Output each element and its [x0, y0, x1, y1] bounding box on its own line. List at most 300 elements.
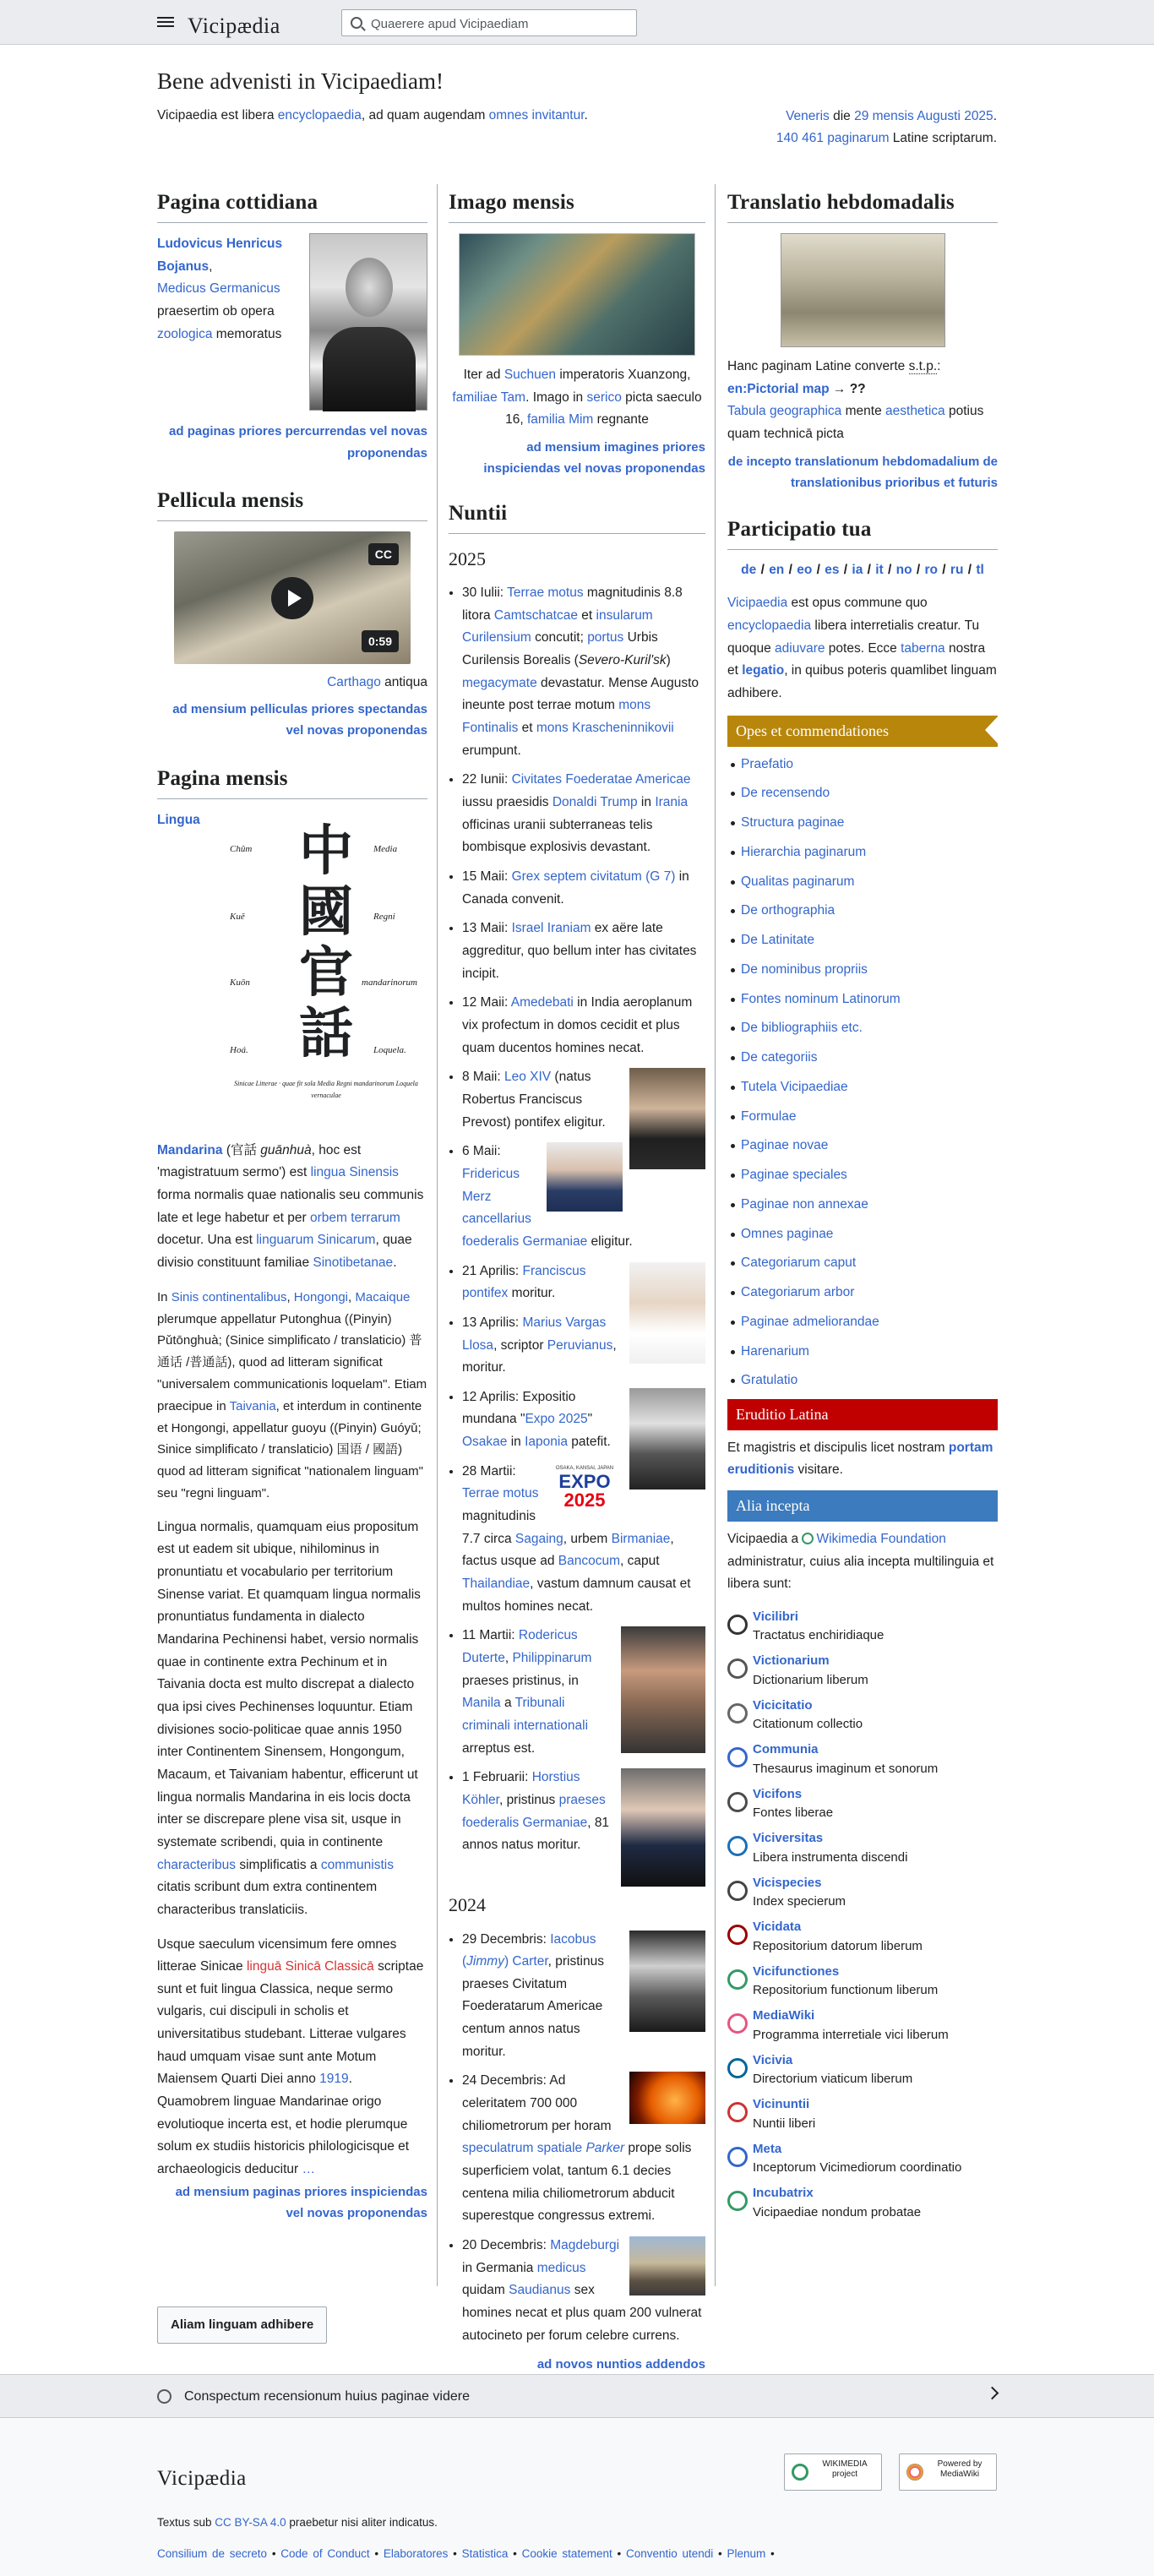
- news-link[interactable]: Iaponia: [525, 1435, 568, 1450]
- incubatrix-icon: [727, 2191, 748, 2211]
- resource-item: [727, 929, 998, 952]
- news-item: • 24 Decembris: Ad celeritatem 700 000 chiliometrorum per horam speculatrum spatiale Parker prope solis superficiem volat, tantum 6.1 decies centena milia chiliometrorum abducit superestque congressus extremi.: [462, 2070, 705, 2228]
- news-list-2024: [449, 1929, 705, 2348]
- part-text: Vicipaedia est opus commune quo encyclopaedia libera interretialis creatur. Tu quoque adiuvare potes. Ecce taberna nostra et legatio, in quibus poteris quamlibet linguam adhibere.: [727, 596, 997, 701]
- footer-separator: •: [612, 2547, 626, 2560]
- resource-link[interactable]: Categoriarum caput: [741, 1255, 857, 1271]
- sister-project-link[interactable]: Victionarium: [753, 1653, 830, 1669]
- zoologica-link[interactable]: zoologica: [157, 326, 213, 341]
- footer-logo[interactable]: Vicipædia: [157, 2467, 247, 2490]
- lingua-sinensis-link[interactable]: lingua Sinensis: [310, 1165, 399, 1180]
- video-player[interactable]: [174, 531, 411, 664]
- resource-link[interactable]: De categoriis: [741, 1050, 818, 1065]
- top-bar: [0, 0, 1154, 45]
- sister-project: [727, 1608, 998, 1646]
- koehler-photo[interactable]: [621, 1768, 705, 1887]
- orbem-terrarum-link[interactable]: orbem terrarum: [309, 1210, 400, 1225]
- encyclopaedia-link[interactable]: encyclopaedia: [727, 618, 812, 634]
- resource-item: [727, 754, 998, 776]
- sister-project: [727, 1963, 998, 2001]
- footer-link[interactable]: Statistica: [461, 2547, 509, 2560]
- news-link[interactable]: megacymate: [462, 675, 537, 690]
- news-link[interactable]: Terrae motus: [462, 1486, 539, 1501]
- vicicitatio-icon: [727, 1703, 748, 1724]
- calligraphy-char: 話: [299, 1003, 353, 1064]
- news-link[interactable]: Peruvianus: [547, 1337, 613, 1353]
- familiae-tam-link[interactable]: familiae Tam: [452, 389, 526, 405]
- linguarum-sinicarum-link[interactable]: linguarum Sinicarum: [256, 1233, 376, 1248]
- news-link[interactable]: insularum Curilensium: [462, 607, 653, 645]
- play-icon[interactable]: [271, 577, 313, 619]
- resource-link[interactable]: Praefatio: [741, 756, 794, 771]
- sister-project-link[interactable]: Vicilibri: [753, 1609, 798, 1624]
- sister-project-desc: Vicipaediae nondum probatae: [753, 2204, 922, 2219]
- other-language-button[interactable]: Aliam linguam adhibere: [157, 2306, 327, 2344]
- news-link[interactable]: Iacobus (: [462, 1931, 596, 1969]
- resource-item: [727, 1135, 998, 1157]
- footer-link[interactable]: Code of Conduct: [280, 2547, 370, 2560]
- vargas-llosa-photo[interactable]: [629, 1388, 705, 1490]
- article-count-link[interactable]: 140 461 paginarum: [776, 131, 890, 146]
- sister-project-link[interactable]: Vicifunctiones: [753, 1963, 840, 1979]
- resource-item: [727, 782, 998, 805]
- news-item: • 20 Decembris: Magdeburgi in Germania medicus quidam Saudianus sex homines necat et plus quam 200 vulnerat autocineto per forum celebre currens.: [462, 2235, 705, 2347]
- serico-link[interactable]: serico: [586, 389, 622, 405]
- news-item: • 21 Aprilis: Franciscus pontifex moritur.: [462, 1261, 705, 1305]
- language-links: de / en / eo / es / ia / it / no / ro / ru / tl: [741, 562, 984, 577]
- year-heading-2025: 2025: [449, 547, 486, 569]
- footer-separator: •: [765, 2547, 775, 2560]
- mediawiki-icon: [727, 2013, 748, 2034]
- expo-2025-logo[interactable]: [547, 1462, 623, 1511]
- imonth-more-link[interactable]: ad mensium imagines priores inspiciendas vel novas proponendas: [483, 439, 705, 477]
- news-link[interactable]: Magdeburgi: [550, 2238, 620, 2253]
- news-link[interactable]: Bancocum: [558, 1554, 620, 1569]
- video-duration: 0:59: [362, 630, 399, 652]
- film-more-link[interactable]: ad mensium pelliculas priores spectandas vel novas proponendas: [172, 701, 427, 738]
- news-link[interactable]: Camtschatcae: [493, 607, 578, 623]
- expo-logo-text: • OSAKA, KANSAI, JAPAN: [555, 1465, 614, 1471]
- search-input[interactable]: [341, 9, 637, 36]
- part-heading: Participatio tua: [727, 513, 998, 550]
- middle-column: [449, 186, 705, 2376]
- pmonth-more-link[interactable]: ad mensium paginas priores inspiciendas vel novas proponendas: [175, 2184, 427, 2221]
- vicidata-icon: [727, 1925, 748, 1945]
- vicifunctiones-icon: [727, 1969, 748, 1990]
- pmonth-para-4: Usque saeculum vicensimum fere omnes litterae Sinicae linguā Sinicā Classicā scriptae sunt et fuit lingua Classica, neque sermo vulgaris, cui discipuli in scholis et universitatibus studebant. Litterae vulgares haud umquam visae sunt ante Motum Maiensem Quarti Diei anno 1919. Quamobrem linguae Mandarinae origo evolutioque incerta est, et hodie plerumque solum ex studiis historicis philologicisque et archaeologicis deducitur …: [157, 1936, 424, 2177]
- site-logo[interactable]: Vicipædia: [188, 14, 280, 38]
- news-link[interactable]: medicus: [536, 2260, 586, 2275]
- resource-link[interactable]: De orthographia: [741, 903, 836, 918]
- news-link[interactable]: Leo XIV: [504, 1070, 552, 1085]
- right-column: [727, 186, 998, 2229]
- sister-project-link[interactable]: Vicinuntii: [753, 2097, 810, 2112]
- news-link[interactable]: Donaldi Trump: [552, 795, 638, 810]
- resource-link[interactable]: Paginae admeliorandae: [741, 1314, 879, 1329]
- footer-separator: •: [508, 2547, 522, 2560]
- sister-project-desc: Repositorium datorum liberum: [753, 1938, 923, 1953]
- news-link[interactable]: Horstius Köhler: [462, 1770, 580, 1807]
- footer-separator: •: [267, 2547, 281, 2560]
- daily-heading: Pagina cottidiana: [157, 186, 427, 223]
- news-link[interactable]: Marius Vargas Llosa: [462, 1315, 607, 1353]
- macaique-link[interactable]: Macaique: [355, 1289, 411, 1304]
- sister-project-link[interactable]: Vicispecies: [753, 1875, 822, 1890]
- resource-link[interactable]: Paginae novae: [741, 1138, 829, 1153]
- daily-article-link[interactable]: Ludovicus Henricus Bojanus: [157, 237, 283, 274]
- sister-project-link[interactable]: MediaWiki: [753, 2008, 815, 2023]
- encyclopaedia-link[interactable]: encyclopaedia: [277, 108, 362, 123]
- en-pictorial-map-link[interactable]: en:Pictorial map: [727, 381, 830, 396]
- resource-link[interactable]: Formulae: [741, 1108, 797, 1124]
- lang-link[interactable]: ro: [924, 562, 938, 577]
- suchuen-link[interactable]: Suchuen: [504, 368, 557, 382]
- vicilibri-icon: [727, 1615, 748, 1635]
- footer-link[interactable]: Consilium de secreto: [157, 2547, 268, 2560]
- pmonth-para-2: In Sinis continentalibus, Hongongi, Macaique plerumque appellatur Putonghua ((Pinyin) Pǔtōnghuà; (Sinice simplificato / translaticio) 普通话 /普通話), quod ad litteram significat "universalem communicationis loquelam". Etiam praecipue in Taivania, et interdum in continente et Hongongi, appellatur guoyu ((Pinyin) Guóyǔ; Sinice simplificato / translaticio) 国语 / 國語) quod ad litteram significat "nationalem linguam" seu "regni linguam".: [157, 1289, 427, 1500]
- footer-links: [157, 2545, 775, 2563]
- resource-link[interactable]: Harenarium: [741, 1343, 809, 1359]
- communia-icon: [727, 1747, 748, 1767]
- resource-link[interactable]: Paginae speciales: [741, 1168, 847, 1182]
- resource-link[interactable]: Fontes nominum Latinorum: [741, 991, 901, 1006]
- resource-link[interactable]: De recensendo: [741, 786, 830, 801]
- aesthetica-link[interactable]: aesthetica: [885, 404, 945, 419]
- news-link[interactable]: Thailandiae: [462, 1577, 531, 1592]
- news-link[interactable]: Saudianus: [509, 2283, 571, 2298]
- resource-item: [727, 1164, 998, 1187]
- meta-icon: [727, 2147, 748, 2167]
- calligraphy-label: Media: [373, 843, 398, 854]
- lang-link[interactable]: de: [741, 562, 757, 577]
- sister-project: [727, 2051, 998, 2089]
- calligraphy-label: Kuōn: [230, 977, 250, 988]
- resource-link[interactable]: Tutela Vicipaediae: [741, 1079, 848, 1094]
- news-link[interactable]: mons Fontinalis: [462, 698, 651, 736]
- sister-project-link[interactable]: Vicicitatio: [753, 1697, 813, 1713]
- wikimedia-foundation-link[interactable]: Wikimedia Foundation: [816, 1531, 946, 1546]
- viciversitas-icon: [727, 1836, 748, 1856]
- lang-link[interactable]: ru: [950, 562, 964, 577]
- news-heading: Nuntii: [449, 497, 705, 534]
- calligraphy-char: 中: [299, 820, 353, 881]
- resource-item: [727, 1106, 998, 1129]
- search-placeholder: Quaerere apud Vicipaediam: [371, 17, 529, 31]
- erud-text: Et magistris et discipulis licet nostram portam eruditionis visitare.: [727, 1440, 993, 1478]
- vicispecies-icon: [727, 1881, 748, 1901]
- mediawiki-icon: [906, 2464, 923, 2481]
- column-divider: [715, 184, 716, 2286]
- cc-button[interactable]: CC: [368, 543, 399, 565]
- news-item: • 29 Decembris: Iacobus (Jimmy) Carter, pristinus praeses Civitatum Foederatarum Americae centum annos natus moritur.: [462, 1929, 705, 2064]
- footer-link[interactable]: Plenum: [727, 2547, 766, 2560]
- news-item: • 12 Maii: Amedebati in India aeroplanum vix profectum in domos cecidit et plus quam ducentos homines necat.: [462, 992, 705, 1059]
- resource-item: [727, 1311, 998, 1334]
- news-item: • 13 Aprilis: Marius Vargas Llosa, scriptor Peruvianus, moritur.: [462, 1312, 705, 1380]
- resource-item: [727, 1370, 998, 1392]
- leo-xiv-photo[interactable]: [629, 1068, 705, 1169]
- page-title: Bene advenisti in Vicipaediam!: [157, 68, 444, 94]
- news-link[interactable]: Civitates Foederatae Americae: [511, 772, 691, 787]
- news-link[interactable]: portus: [587, 630, 624, 645]
- news-item: • 15 Maii: Grex septem civitatum (G 7) in Canada convenit.: [462, 866, 705, 911]
- resource-item: [727, 1252, 998, 1275]
- sister-project-desc: Libera instrumenta discendi: [753, 1849, 908, 1865]
- resource-link[interactable]: De Latinitate: [741, 933, 815, 947]
- vicivia-icon: [727, 2058, 748, 2078]
- imonth-caption: Iter ad Suchuen imperatoris Xuanzong, familiae Tam. Imago in serico picta saeculo 16, familia Mim regnante: [452, 368, 702, 428]
- sister-project: [727, 1652, 998, 1690]
- history-link[interactable]: Conspectum recensionum huius paginae videre: [184, 2389, 470, 2404]
- sister-project-desc: Thesaurus imaginum et sonorum: [753, 1761, 939, 1776]
- bojanus-portrait[interactable]: [309, 233, 427, 411]
- footer-link[interactable]: Conventio utendi: [625, 2547, 714, 2560]
- mandarin-calligraphy-image[interactable]: [225, 809, 427, 1135]
- sister-project-link[interactable]: Communia: [753, 1742, 819, 1757]
- news-link[interactable]: Amedebati: [510, 995, 574, 1010]
- expo-logo-text: EXPO: [558, 1470, 611, 1492]
- sister-project-desc: Nuntii liberi: [753, 2116, 816, 2131]
- sister-project-desc: Inceptorum Vicimediorum coordinatio: [753, 2160, 962, 2176]
- news-list-2025: [449, 582, 705, 1857]
- hongongi-link[interactable]: Hongongi: [293, 1289, 349, 1304]
- news-link[interactable]: Birmaniae: [611, 1531, 671, 1546]
- magdeburg-photo[interactable]: [629, 2236, 705, 2296]
- resource-link[interactable]: Categoriarum arbor: [741, 1285, 855, 1299]
- sister-project: [727, 1874, 998, 1912]
- alia-banner: Alia incepta: [727, 1490, 998, 1522]
- sister-project: [727, 1785, 998, 1823]
- taberna-link[interactable]: taberna: [901, 640, 945, 656]
- lang-link[interactable]: eo: [797, 562, 813, 577]
- imonth-heading: Imago mensis: [449, 186, 705, 223]
- sinotibetanae-link[interactable]: Sinotibetanae: [313, 1255, 394, 1271]
- sister-project: [727, 1829, 998, 1867]
- calligraphy-label: Kuĕ: [230, 911, 245, 922]
- pmonth-para-3: Lingua normalis, quamquam eius propositum est ut eadem sit ubique, nihilominus in pronuntiatu et vocabulario per territorium Sinense variat. Et quamquam lingua normalis pronuntiatus fundamenta in dialecto Mandarina Pechinensi habet, versio normalis quae in continente extra Pechinum et in Taivania docta est multo discrepat a dialecto qua ipsi cives Pechinenses loquuntur. Etiam divisiones socio-politicae quae annis 1950 inter Continentem Sinensem, Hongongum, Macaum, et Taivaniam habentur, efficerunt ut lingua normalis Mandarina in eis locis docta inter se discrepare plene visa sit, usque in systemate scribendi, quia in continente characteribus simplificatis a communistis citatis scribunt dum extra continentem characteribus translaticiis.: [157, 1519, 421, 1917]
- sister-project-link[interactable]: Vicidata: [753, 1920, 802, 1935]
- legatio-link[interactable]: legatio: [742, 663, 785, 678]
- vicipaedia-link[interactable]: Vicipaedia: [727, 596, 788, 611]
- news-more-link[interactable]: ad novos nuntios addendos: [536, 2357, 705, 2372]
- expo-logo-text: 2025: [563, 1489, 606, 1511]
- resource-link[interactable]: Omnes paginae: [741, 1226, 834, 1241]
- familia-mim-link[interactable]: familia Mim: [526, 412, 594, 428]
- resource-item: [727, 1194, 998, 1217]
- resource-item: [727, 812, 998, 835]
- news-item: • OSAKA, KANSAI, JAPAN EXPO 2025 28 Martii: Terrae motus magnitudinis 7.7 circa Sagaing, urbem Birmaniae, factus usque ad Bancocum, caput Thailandiae, vastum damnum causat et multos homines necat.: [462, 1461, 705, 1619]
- sister-project-desc: Dictionarium liberum: [753, 1672, 868, 1687]
- news-item: • 22 Iunii: Civitates Foederatae Americae iussu praesidis Donaldi Trump in Irania officinas uranii subterraneas telis bombisque explosivis devastant.: [462, 769, 705, 859]
- resource-item: [727, 1282, 998, 1304]
- week-text: Hanc paginam Latine converte s.t.p.: en:Pictorial map → ?? Tabula geographica mente aesthetica potius quam technicā picta: [727, 359, 984, 441]
- resource-item: [727, 841, 998, 864]
- sister-project-desc: Directorium viaticum liberum: [753, 2072, 913, 2087]
- pictorial-map-image[interactable]: [781, 233, 945, 347]
- lang-link[interactable]: tl: [976, 562, 984, 577]
- chevron-right-icon: [986, 2387, 999, 2400]
- translate-target-link[interactable]: ??: [849, 381, 866, 396]
- footer-separator: •: [448, 2547, 462, 2560]
- carter-photo[interactable]: [629, 1931, 705, 2032]
- sister-project-link[interactable]: Incubatrix: [753, 2186, 814, 2201]
- image-of-month[interactable]: [459, 233, 695, 356]
- parker-probe-image[interactable]: [629, 2072, 705, 2124]
- news-item: • 8 Maii: Leo XIV (natus Robertus Franciscus Prevost) pontifex eligitur.: [462, 1066, 705, 1134]
- calligraphy-label: Regni: [373, 911, 395, 922]
- lingua-classica-redlink[interactable]: linguā Sinicā Classicā: [246, 1959, 374, 1974]
- news-link[interactable]: Osakae: [462, 1435, 508, 1450]
- vicinuntii-icon: [727, 2102, 748, 2122]
- news-item: • 30 Iulii: Terrae motus magnitudinis 8.8 litora Camtschatcae et insularum Curilensium concutit; portus Urbis Curilensis Borealis (Severo-Kuril'sk) megacymate devastatur. Mense Augusto ineunte post terrae motum mons Fontinalis et mons Krascheninnikovii erumpunt.: [462, 582, 705, 762]
- week-more-link[interactable]: de incepto translationum hebdomadalium de translationibus prioribus et futuris: [727, 454, 998, 491]
- license-text: Textus sub CC BY-SA 4.0 praebetur nisi aliter indicatus.: [157, 2516, 438, 2529]
- resource-link[interactable]: Structura paginae: [741, 815, 845, 830]
- resource-link[interactable]: De nominibus propriis: [741, 961, 868, 977]
- resource-link[interactable]: De bibliographiis etc.: [741, 1021, 863, 1036]
- calligraphy-caption: Sinicae Litterae · quae fit sola Media Regni mandarinorum Loquela vernaculae: [234, 1079, 418, 1099]
- footer: [0, 2418, 1154, 2576]
- sister-project-desc: Index specierum: [753, 1894, 846, 1909]
- date-link[interactable]: 29 mensis Augusti 2025: [854, 109, 993, 123]
- news-link[interactable]: Jimmy: [466, 1954, 504, 1969]
- news-link[interactable]: Rodericus Duterte: [462, 1628, 578, 1666]
- film-caption: Carthago antiqua: [327, 675, 427, 689]
- news-link[interactable]: Sagaing: [514, 1531, 563, 1546]
- resource-link[interactable]: Paginae non annexae: [741, 1196, 868, 1212]
- left-column: Pagina cottidiana Ludovicus Henricus Bojanus, Medicus Germanicus praesertim ob opera zoologica memoratus ad paginas priores percurrendas vel novas proponendas Pellicula mensis CC 0:59 Carthago antiqua ad mensium pelliculas priores spectandas vel novas proponendas Pagina mensis 中 國 官 話 Chûm Kuĕ Kuōn Hoá. Media Regni mandarinorum Loquela. Sinicae Litterae · quae fit sola Media Regni mandarinorum Loquela vernaculae Lingua Mandarina (官話 guānhuà, hoc est 'magistratuum sermo') est lingua Sinensis forma normalis quae nationalis seu communis late et lege habetur et per orbem terrarum docetur. Una est linguarum Sinicarum, quae divisio constituunt familiae Sinotibetanae. In Sinis continentalibus, Hongongi, Macaique plerumque appellatur Putonghua ((Pinyin) Pǔtōnghuà; (Sinice simplificato / translaticio) 普通话 /普通話), quod ad litteram significat "universalem communicationis loquelam". Etiam praecipue in Taivania, et interdum in continente et Hongongi, appellatur guoyu ((Pinyin) Guóyǔ; Sinice simplificato / translaticio) 国语 / 國語) quod ad litteram significat "nationalem linguam" seu "regni linguam". Lingua normalis, quamquam eius propositum est ut eadem sit ubique, nihilominus in pronuntiatu et vocabulario per territorium Sinense variat. Et quamquam lingua normalis pronuntiatus fundamenta in dialecto Mandarina Pechinensi habet, versio normalis quae in continente extra Pechinum et in Taivania docta est multo discrepat a dialecto qua ipsi cives Pechinenses loquuntur. Etiam divisiones socio-politicae quae annis 1950 inter Continentem Sinensem, Hongongum, Macaum, et Taivaniam habentur, efficerunt ut lingua normalis Mandarina in eis locis docta inter se discrepare plene visa sit, usque in systemate scribendi, quia in continente characteribus simplificatis a communistis citatis scribunt dum extra continentem characteribus translaticiis. Usque saeculum vicensimum fere omnes litterae Sinicae linguā Sinicā Classicā scriptae sunt et fuit lingua Classica, neque sermo vulgaris, cui discipuli in scholis et universitatibus studebant. Litterae vulgares haud umquam visae sunt ante Motum Maiensem Quarti Diei anno 1919. Quamobrem linguae Mandarinae origo evolutioque incerta est, et hodie plerumque solum ex studiis historicis philologicisque et archaeologicis deducitur … ad mensium paginas priores inspiciendas vel novas proponendas: [157, 186, 427, 2225]
- column-divider: [437, 184, 438, 2286]
- news-link[interactable]: praeses foederalis Germaniae: [462, 1792, 606, 1830]
- footer-link[interactable]: Elaboratores: [383, 2547, 449, 2560]
- carthago-link[interactable]: Carthago: [327, 675, 381, 689]
- omnes-invitantur-link[interactable]: omnes invitantur: [488, 108, 585, 123]
- badge-label: Powered by MediaWiki: [937, 2459, 983, 2479]
- history-icon: [157, 2389, 171, 2404]
- porta-eruditionis-link[interactable]: portam eruditionis: [727, 1440, 993, 1478]
- resource-item: [727, 1076, 998, 1099]
- wikimedia-icon: [802, 1533, 814, 1544]
- history-bar[interactable]: [0, 2374, 1154, 2418]
- alia-text: Vicipaedia a Wikimedia Foundation administratur, cuius alia incepta multilinguia et libera sunt:: [727, 1531, 994, 1592]
- duterte-photo[interactable]: [621, 1626, 705, 1753]
- news-link[interactable]: mons Krascheninnikovii: [536, 721, 674, 736]
- news-link[interactable]: Philippinarum: [512, 1651, 592, 1666]
- news-link[interactable]: Parker: [585, 2141, 625, 2156]
- news-link[interactable]: Expo 2025: [525, 1412, 588, 1427]
- sister-project-link[interactable]: Vicivia: [753, 2052, 793, 2067]
- news-link[interactable]: Manila: [462, 1696, 501, 1711]
- read-more-link[interactable]: …: [302, 2162, 315, 2177]
- resources-list: [727, 754, 998, 1392]
- lang-link[interactable]: es: [825, 562, 840, 577]
- intro-text: Vicipaedia est libera encyclopaedia, ad quam augendam omnes invitantur.: [157, 108, 588, 123]
- taivania-link[interactable]: Taivania: [229, 1398, 276, 1413]
- sister-project: [727, 1696, 998, 1735]
- sister-project: [727, 2095, 998, 2133]
- lang-link[interactable]: en: [769, 562, 785, 577]
- resource-item: [727, 959, 998, 982]
- sister-project-desc: Fontes liberae: [753, 1805, 834, 1821]
- resource-item: [727, 1047, 998, 1070]
- news-link[interactable]: Fridericus Merz: [462, 1166, 520, 1204]
- resource-link[interactable]: Qualitas paginarum: [741, 874, 855, 889]
- sinis-link[interactable]: Sinis continentalibus: [171, 1289, 287, 1304]
- calligraphy-char: 國: [299, 881, 353, 942]
- news-link[interactable]: Franciscus pontifex: [462, 1263, 586, 1301]
- resource-item: [727, 1223, 998, 1246]
- lang-link[interactable]: no: [895, 562, 912, 577]
- resource-item: [727, 1341, 998, 1364]
- lang-link[interactable]: ia: [852, 562, 863, 577]
- weekday-link[interactable]: Veneris: [786, 109, 830, 123]
- resource-link[interactable]: Hierarchia paginarum: [741, 844, 867, 859]
- calligraphy-label: mandarinorum: [362, 977, 418, 988]
- news-link[interactable]: Grex septem civitatum (G 7): [511, 869, 676, 885]
- lingua-mandarina-link[interactable]: Lingua Mandarina: [157, 812, 223, 1157]
- news-link[interactable]: cancellarius foederalis Germaniae: [462, 1212, 588, 1249]
- sister-project: [727, 1918, 998, 1956]
- year-1919-link[interactable]: 1919: [319, 2072, 349, 2087]
- sister-project: [727, 2184, 998, 2222]
- news-link[interactable]: Israel Iraniam: [511, 921, 591, 936]
- news-link[interactable]: Terrae motus: [507, 585, 584, 601]
- franciscus-photo[interactable]: [629, 1262, 705, 1364]
- menu-icon[interactable]: [157, 14, 174, 30]
- wikimedia-icon: [792, 2464, 808, 2481]
- news-link[interactable]: Irania: [655, 795, 689, 810]
- mediawiki-badge[interactable]: [899, 2453, 997, 2491]
- sister-project: [727, 2140, 998, 2178]
- pmonth-heading: Pagina mensis: [157, 762, 427, 799]
- wikimedia-badge[interactable]: [784, 2453, 882, 2491]
- year-heading-2024: 2024: [449, 1894, 486, 1916]
- sister-project-link[interactable]: Meta: [753, 2141, 782, 2156]
- daily-more-link[interactable]: ad paginas priores percurrendas vel novas proponendas: [169, 424, 427, 460]
- sister-project-link[interactable]: Viciversitas: [753, 1831, 824, 1846]
- footer-link[interactable]: Cookie statement: [521, 2547, 612, 2560]
- news-item: • 11 Martii: Rodericus Duterte, Philippinarum praeses pristinus, in Manila a Tribunali criminali internationali arreptus est.: [462, 1625, 705, 1760]
- news-item: • 12 Aprilis: Expositio mundana "Expo 2025" Osakae in Iaponia patefit.: [462, 1386, 705, 1454]
- news-link[interactable]: speculatrum spatiale: [462, 2141, 586, 2156]
- cc-license-link[interactable]: CC BY-SA 4.0: [215, 2516, 286, 2529]
- resource-link[interactable]: Gratulatio: [741, 1373, 798, 1388]
- stats-box: Veneris die 29 mensis Augusti 2025. 140 461 paginarum Latine scriptarum.: [776, 109, 997, 146]
- resource-item: [727, 900, 998, 923]
- sister-project-link[interactable]: Vicifons: [753, 1786, 803, 1801]
- search-icon: [351, 17, 362, 29]
- characteribus-link[interactable]: characteribus: [157, 1857, 237, 1872]
- lang-link[interactable]: it: [875, 562, 884, 577]
- news-link[interactable]: Tribunali criminali internationali: [462, 1696, 589, 1733]
- news-link[interactable]: ) Carter: [504, 1954, 548, 1969]
- calligraphy-label: Hoá.: [230, 1044, 248, 1055]
- merz-photo[interactable]: [547, 1142, 623, 1212]
- sister-project-desc: Programma interretiale vici liberum: [753, 2027, 949, 2042]
- sister-project: [727, 1740, 998, 1778]
- communistis-link[interactable]: communistis: [320, 1857, 394, 1872]
- sister-project-desc: Citationum collectio: [753, 1717, 863, 1732]
- opes-banner: Opes et commendationes: [727, 716, 998, 747]
- tabula-geographica-link[interactable]: Tabula geographica: [727, 404, 842, 419]
- adiuvare-link[interactable]: adiuvare: [775, 640, 825, 656]
- sister-project-desc: Repositorium functionum liberum: [753, 1983, 939, 1998]
- footer-separator: •: [713, 2547, 727, 2560]
- calligraphy-label: Loquela.: [373, 1044, 406, 1055]
- calligraphy-label: Chûm: [230, 843, 253, 854]
- victionarium-icon: [727, 1658, 748, 1679]
- medicus-germanicus-link[interactable]: Medicus Germanicus: [157, 281, 280, 297]
